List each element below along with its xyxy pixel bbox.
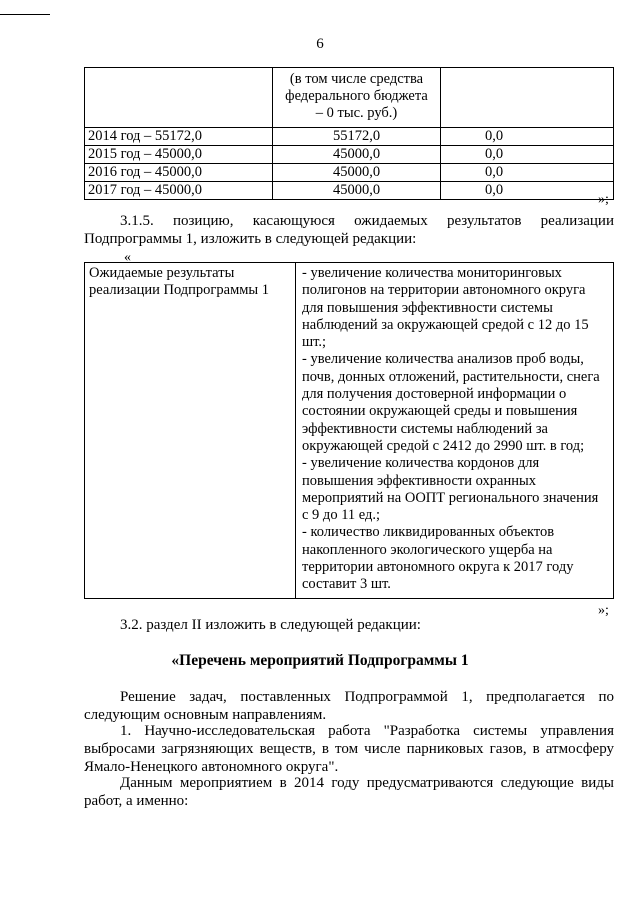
- paragraph-item-1: 1. Научно-исследовательская работа "Разработка системы управления выбросами загрязняющих веществ, в том числе парниковых газов, в атмосферу Ямало-Ненецкого автономного округа".: [84, 723, 614, 775]
- expected-results-table: [84, 262, 614, 599]
- paragraph-solution: Решение задач, поставленных Подпрограммой 1, предполагается по следующим основным направлениям.: [84, 689, 614, 723]
- year-cell: 2017 год – 45000,0: [85, 182, 273, 200]
- page-number: 6: [316, 36, 324, 52]
- other-cell: 0,0: [441, 164, 614, 182]
- opening-quote: «: [124, 250, 131, 265]
- funding-header-row: [85, 68, 614, 128]
- other-cell: 0,0: [441, 128, 614, 146]
- results-content-cell: - увеличение количества мониторинговых полигонов на территории автономного округа для повышения эффективности системы наблюдений за окружающей средой с 12 до 15 шт.; - увеличение количества анализов проб воды, почв, донных отложений, растительности, снега для получения достоверной информации о состоянии окружающей среды и повышения эффективности системы наблюдений за окружающей средой с 2412 до 2990 шт. в год; - увеличение количества кордонов для повышения эффективности охранных мероприятий на ООПТ регионального значения с 9 до 11 ед.; - количество ликвидированных объектов накопленного экологического ущерба на территории автономного округа к 2017 году составит 3 шт.: [296, 263, 614, 599]
- paragraph-works: Данным мероприятием в 2014 году предусматриваются следующие виды работ, а именно:: [84, 775, 614, 809]
- paragraph-3-2: 3.2. раздел II изложить в следующей редакции:: [120, 617, 421, 633]
- funding-table: [84, 67, 614, 200]
- results-label-cell: Ожидаемые результаты реализации Подпрограммы 1: [85, 263, 296, 599]
- other-cell: 0,0: [441, 146, 614, 164]
- paragraph-3-1-5: 3.1.5. позицию, касающуюся ожидаемых результатов реализации Подпрограммы 1, изложить в следующей редакции:: [84, 213, 614, 247]
- total-cell: 45000,0: [273, 146, 441, 164]
- closing-quote: »;: [598, 192, 609, 207]
- year-cell: 2016 год – 45000,0: [85, 164, 273, 182]
- total-cell: 45000,0: [273, 182, 441, 200]
- total-cell: 55172,0: [273, 128, 441, 146]
- closing-quote: »;: [598, 603, 609, 618]
- table-row: [85, 164, 614, 182]
- table-row: [85, 182, 614, 200]
- table-row: [85, 128, 614, 146]
- year-cell: 2015 год – 45000,0: [85, 146, 273, 164]
- table-row: [85, 146, 614, 164]
- top-rule: [0, 14, 50, 15]
- other-cell: 0,0: [441, 182, 614, 200]
- year-cell: 2014 год – 55172,0: [85, 128, 273, 146]
- federal-budget-note: (в том числе средства федерального бюджета – 0 тыс. руб.): [273, 68, 441, 128]
- total-cell: 45000,0: [273, 164, 441, 182]
- section-heading: «Перечень мероприятий Подпрограммы 1: [171, 652, 469, 669]
